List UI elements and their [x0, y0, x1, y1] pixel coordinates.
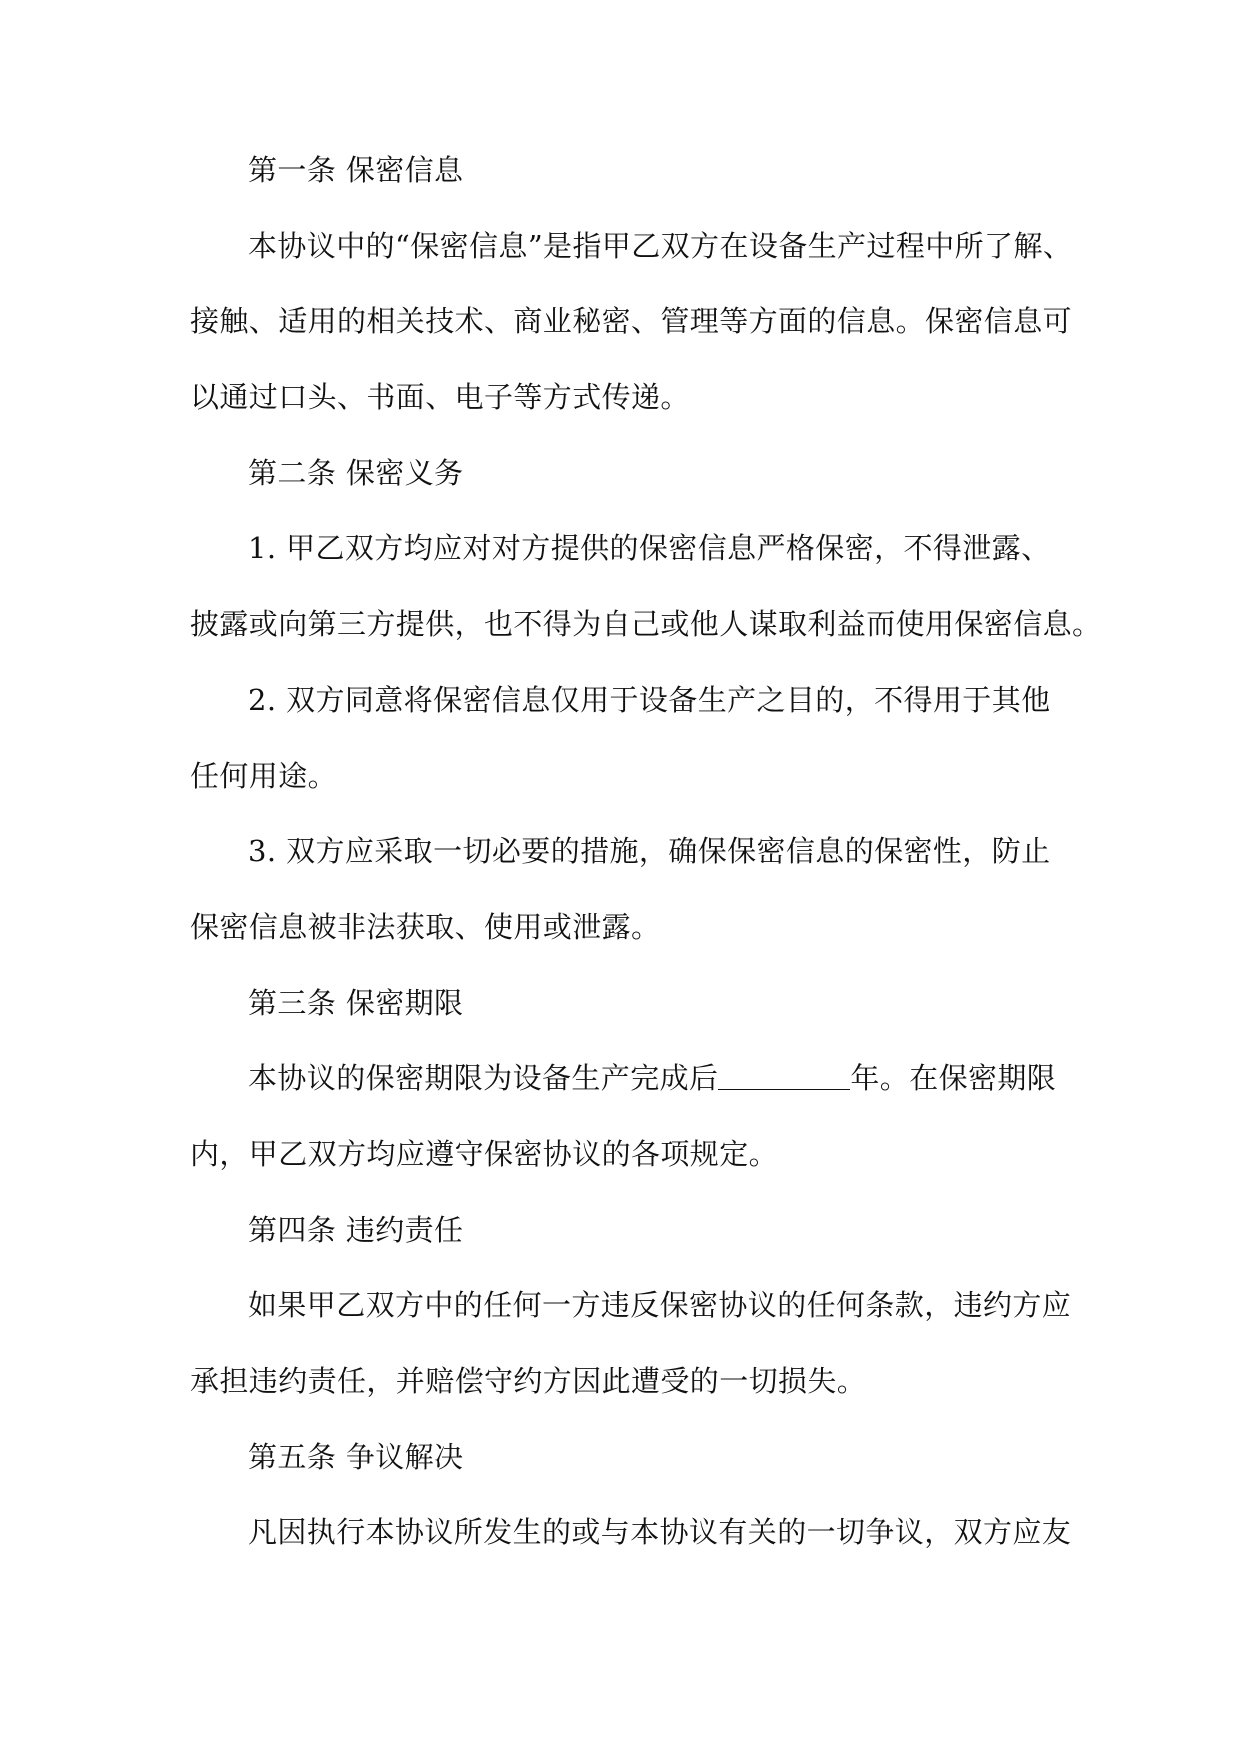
section-heading-liability: 第四条 违约责任 — [248, 1212, 464, 1247]
paragraph-line: 任何用途。 — [190, 758, 338, 793]
paragraph-line-with-blank — [190, 1048, 1057, 1124]
paragraph-line: 1. 甲乙双方均应对对方提供的保密信息严格保密，不得泄露、 — [248, 531, 1051, 566]
paragraph-line: 2. 双方同意将保密信息仅用于设备生产之目的，不得用于其他 — [248, 682, 1051, 717]
paragraph-line: 内，甲乙双方均应遵守保密协议的各项规定。 — [190, 1136, 779, 1171]
paragraph-line: 接触、适用的相关技术、商业秘密、管理等方面的信息。保密信息可 — [190, 304, 1073, 339]
term-text-after: 年。在保密期限 — [850, 1061, 1057, 1096]
section-heading-confidential-obligation: 第二条 保密义务 — [248, 455, 464, 490]
document-body — [190, 140, 1102, 1578]
paragraph-line: 本协议中的“保密信息”是指甲乙双方在设备生产过程中所了解、 — [248, 228, 1073, 263]
paragraph-line: 披露或向第三方提供，也不得为自己或他人谋取利益而使用保密信息。 — [190, 607, 1102, 642]
section-heading-dispute: 第五条 争议解决 — [248, 1439, 464, 1474]
paragraph-line: 凡因执行本协议所发生的或与本协议有关的一切争议，双方应友 — [248, 1515, 1072, 1550]
section-heading-confidential-info: 第一条 保密信息 — [248, 153, 464, 187]
term-text-before: 本协议的保密期限为设备生产完成后 — [248, 1061, 719, 1096]
paragraph-line: 3. 双方应采取一切必要的措施，确保保密信息的保密性，防止 — [248, 834, 1051, 869]
paragraph-line: 如果甲乙双方中的任何一方违反保密协议的任何条款，违约方应 — [248, 1288, 1072, 1323]
section-heading-confidential-term: 第三条 保密期限 — [248, 985, 464, 1020]
paragraph-line: 保密信息被非法获取、使用或泄露。 — [190, 909, 661, 944]
paragraph-line: 承担违约责任，并赔偿守约方因此遭受的一切损失。 — [190, 1364, 867, 1398]
paragraph-line: 以通过口头、书面、电子等方式传递。 — [190, 380, 690, 415]
fill-in-blank — [718, 1085, 850, 1090]
